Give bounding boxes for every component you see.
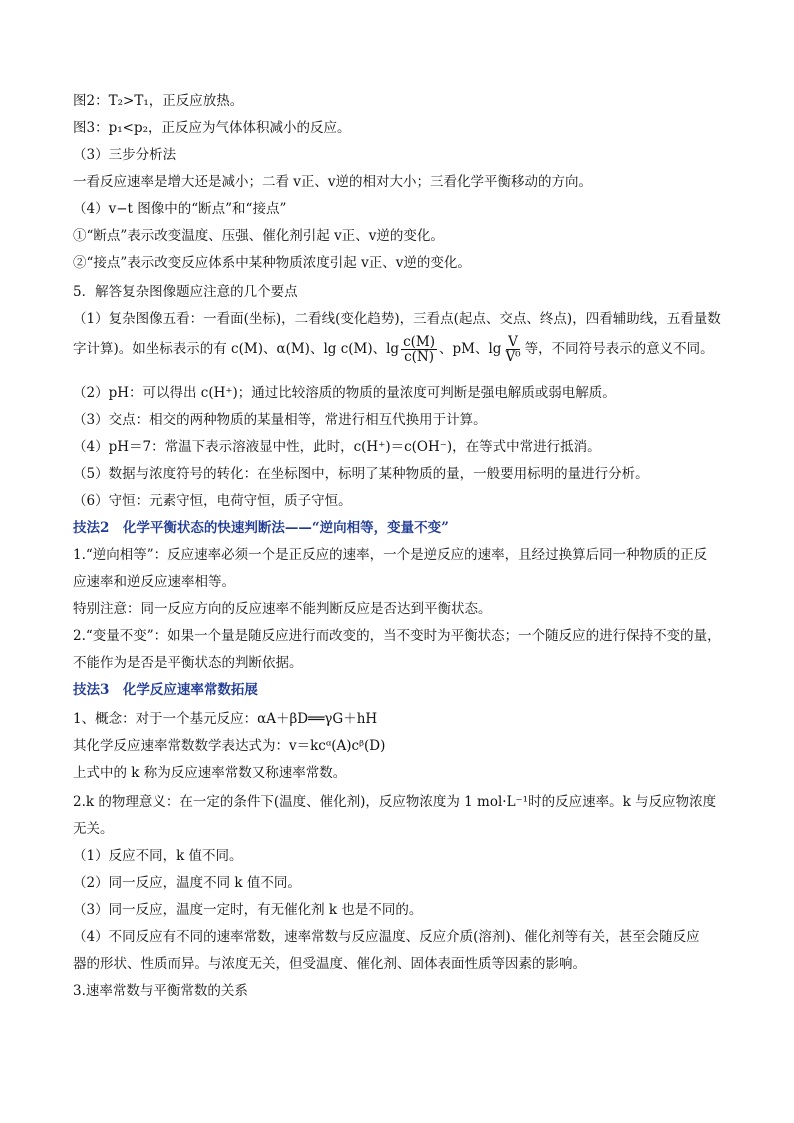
technique2-point1-line1: 1.“逆向相等”：反应速率必须一个是正反应的速率，一个是逆反应的速率，且经过换算后同一种物质的正反 [73,547,708,563]
section5-item1-mid: 、pM、lg [439,341,502,357]
fig2-text: 图2：T₂>T₁，正反应放热。 [73,93,244,109]
technique3-expression: 其化学反应速率常数数学表达式为：v＝kcᵅ(A)cᵝ(D) [73,738,386,754]
technique3-meaning-line1: 2.k 的物理意义：在一定的条件下(温度、催化剂)，反应物浓度为 1 mol·L⁻¹时的反应速率。k 与反应物浓度 [73,794,717,810]
fraction-v-v0 [503,335,522,364]
fraction-v-v0-denominator: V⁰ [505,348,521,365]
technique3-point3: （3）同一反应，温度一定时，有无催化剂 k 也是不同的。 [73,902,423,918]
technique2-point2-line2: 不能作为是否是平衡状态的判断依据。 [73,655,303,671]
fraction-cm-cn-numerator: c(M) [403,333,435,350]
technique2-note: 特别注意：同一反应方向的反应速率不能判断反应是否达到平衡状态。 [73,601,492,617]
technique3-point4-line2: 器的形状、性质而异。与浓度无关，但受温度、催化剂、固体表面性质等因素的影响。 [73,956,586,972]
fig3-text: 图3：p₁<p₂，正反应为气体体积减小的反应。 [73,120,351,136]
section5-item1-pre: 字计算)。如坐标表示的有 c(M)、α(M)、lg c(M)、lg [73,341,400,357]
item4-title: （4）v−t 图像中的“断点”和“接点” [73,201,287,217]
technique2-point2-line1: 2.“变量不变”：如果一个量是随反应进行而改变的，当不变时为平衡状态；一个随反应的进行保持不变的量， [73,628,721,644]
fraction-v-v0-numerator: V [508,333,518,350]
technique3-meaning-line2: 无关。 [73,821,114,837]
fraction-cm-cn [401,335,437,364]
technique3-point2: （2）同一反应，温度不同 k 值不同。 [73,875,301,891]
section5-item1-line2 [73,331,714,367]
section5-item6: （6）守恒：元素守恒，电荷守恒，质子守恒。 [73,493,352,509]
section5-item2: （2）pH：可以得出 c(H⁺)；通过比较溶质的物质的量浓度可判断是强电解质或弱电解质。 [73,385,616,401]
item3-title: （3）三步分析法 [73,147,177,163]
technique3-point1: （1）反应不同，k 值不同。 [73,848,243,864]
technique3-point4-line1: （4）不同反应有不同的速率常数，速率常数与反应温度、反应介质(溶剂)、催化剂等有关，甚至会随反应 [73,929,700,945]
section5-title: 5．解答复杂图像题应注意的几个要点 [73,284,298,300]
section5-item4: （4）pH＝7：常温下表示溶液显中性，此时，c(H⁺)＝c(OH⁻)，在等式中常进行抵消。 [73,439,601,455]
item4-line1: ①“断点”表示改变温度、压强、催化剂引起 v正、v逆的变化。 [73,228,444,244]
technique3-relation-title: 3.速率常数与平衡常数的关系 [73,983,248,999]
section5-item1-post: 等，不同符号表示的意义不同。 [524,341,714,357]
technique3-concept: 1、概念：对于一个基元反应：αA＋βD══γG＋hH [73,711,378,727]
item3-body: 一看反应速率是增大还是减小；二看 v正、v逆的相对大小；三看化学平衡移动的方向。 [73,174,593,190]
technique2-title: 技法2 化学平衡状态的快速判断法——“逆向相等，变量不变” [73,520,449,536]
technique2-point1-line2: 应速率和逆反应速率相等。 [73,574,235,590]
section5-item1-line1: （1）复杂图像五看：一看面(坐标)，二看线(变化趋势)，三看点(起点、交点、终点)，四看辅助线，五看量数 [73,311,721,327]
technique3-k-definition: 上式中的 k 称为反应速率常数又称速率常数。 [73,765,347,781]
item4-line2: ②“接点”表示改变反应体系中某种物质浓度引起 v正、v逆的变化。 [73,255,471,271]
technique3-title: 技法3 化学反应速率常数拓展 [73,682,258,698]
fraction-cm-cn-denominator: c(N) [404,348,434,365]
section5-item5: （5）数据与浓度符号的转化：在坐标图中，标明了某种物质的量，一般要用标明的量进行分析。 [73,466,649,482]
section5-item3: （3）交点：相交的两种物质的某量相等，常进行相互代换用于计算。 [73,412,487,428]
